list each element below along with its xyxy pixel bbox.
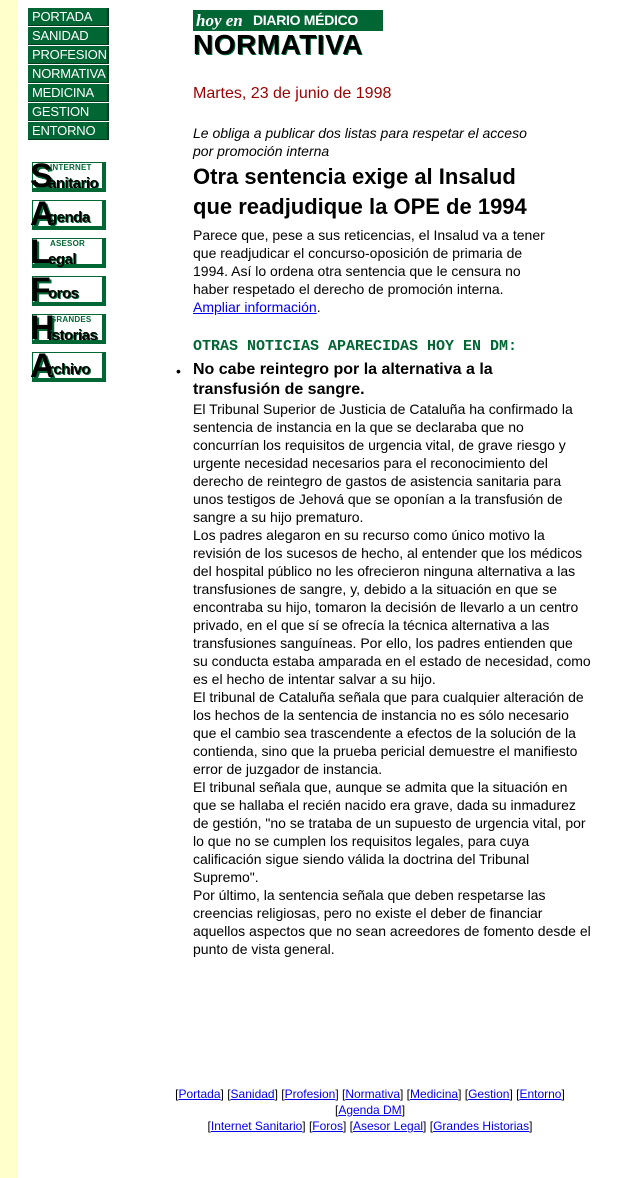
news-paragraph: El Tribunal Superior de Justicia de Cataluña ha confirmado la sentencia de instancia en la que se declaraba que no concurrían los requisitos de urgencia vital, de grave riesgo y urgente necesidad necesarios para el reconocimiento del derecho de reintegro de gastos de asistencia sanitaria para unos testigos de Jehová que se oponían a la transfusión de sangre a su hijo prematuro. (193, 401, 573, 525)
bullet-icon: • (176, 363, 181, 379)
footer-row: [Portada] [Sanidad] [Profesion] [Normativa] [Medicina] [Gestion] [Entorno] (175, 1087, 565, 1101)
service-label: genda (48, 209, 90, 226)
footer-link-medicina[interactable]: Medicina (410, 1087, 459, 1101)
service-label: oros (48, 285, 79, 302)
service-button-agenda[interactable] (28, 195, 110, 233)
service-initial: A (30, 347, 55, 385)
footer-row: [Agenda DM] (334, 1103, 406, 1117)
news-paragraph: El tribunal señala que, aunque se admita que la situación en que se hallaba el recién nacido era grave, dada su inmadurez de gestión, "no se trataba de un supuesto de urgencia vital, por lo que no se cumplen los requisitos legales, para cuya calificación sigue siendo válida la doctrina del Tribunal Supremo". (193, 779, 586, 885)
nav-item-gestion[interactable]: GESTION (28, 103, 109, 121)
other-news-list (176, 360, 593, 958)
nav-item-profesion[interactable]: PROFESION (28, 46, 109, 64)
news-title: No cabe reintegro por la alternativa a la transfusión de sangre. (193, 361, 493, 398)
news-paragraph: El tribunal de Cataluña señala que para cualquier alteración de los hechos de la sentencia de instancia no es sólo necesario que el cambio sea trascendente a efectos de la solución de la contienda, sino que la prueba pericial demuestre el manifiesto error de juzgador de instancia. (193, 689, 584, 777)
news-paragraph: Por último, la sentencia señala que deben respetarse las creencias religiosas, pero no existe el deber de financiar aquellos aspectos que no sean acreedores de fomento desde el punto de vista general. (193, 887, 591, 957)
service-button-asesor-legal[interactable] (28, 233, 110, 271)
footer-link-normativa[interactable]: Normativa (345, 1087, 401, 1101)
footer-link-agenda-dm[interactable]: Agenda DM (338, 1103, 402, 1117)
service-initial: S (30, 157, 53, 195)
left-decorative-strip (0, 0, 18, 1178)
more-info-suffix: . (316, 299, 321, 315)
list-item (176, 360, 593, 958)
footer-link-profesion[interactable]: Profesion (284, 1087, 336, 1101)
service-button-archivo[interactable] (28, 347, 110, 385)
nav-item-medicina[interactable]: MEDICINA (28, 84, 109, 102)
logo-section-title: NORMATIVA (193, 29, 363, 60)
footer-link-gestion[interactable]: Gestion (468, 1087, 510, 1101)
service-label: rchivo (48, 361, 91, 378)
service-label: egal (48, 251, 77, 268)
more-info-link[interactable]: Ampliar información (193, 299, 317, 315)
service-button-grandes-historias[interactable] (28, 309, 110, 347)
section-nav (28, 8, 109, 141)
footer-link-sanidad[interactable]: Sanidad (230, 1087, 275, 1101)
footer-link-internet-sanitario[interactable]: Internet Sanitario (210, 1119, 303, 1133)
footer-link-entorno[interactable]: Entorno (519, 1087, 562, 1101)
footer-row: [Internet Sanitario] [Foros] [Asesor Legal] [Grandes Historias] (207, 1119, 533, 1133)
section-logo (193, 10, 383, 58)
article-subhead: Le obliga a publicar dos listas para respetar el acceso por promoción interna (193, 125, 527, 159)
footer-link-grandes-historias[interactable]: Grandes Historias (433, 1119, 530, 1133)
nav-item-entorno[interactable]: ENTORNO (28, 122, 109, 140)
nav-item-portada[interactable]: PORTADA (28, 8, 109, 26)
service-small-label: ASESOR (50, 239, 85, 248)
main-content (176, 84, 593, 958)
service-small-label: GRANDES (50, 315, 92, 324)
service-label: anitario (48, 175, 99, 192)
other-news-heading: OTRAS NOTICIAS APARECIDAS HOY EN DM: (193, 338, 518, 355)
article-lead-text: Parece que, pese a sus reticencias, el Insalud va a tener que readjudicar el concurso-oposición de primaria de 1994. Así lo ordena otra sentencia que le censura no haber respetado el derecho de promoción interna. (193, 227, 545, 297)
service-button-internet-sanitario[interactable] (28, 157, 110, 195)
service-initial: H (30, 309, 55, 347)
logo-hoy-en: hoy en (196, 11, 243, 30)
services-nav (28, 157, 110, 390)
logo-banner (193, 10, 383, 31)
footer-link-asesor-legal[interactable]: Asesor Legal (353, 1119, 424, 1133)
article-lead (193, 226, 553, 316)
service-initial: F (30, 271, 51, 309)
nav-item-sanidad[interactable]: SANIDAD (28, 27, 109, 45)
footer-link-portada[interactable]: Portada (178, 1087, 221, 1101)
service-initial: A (30, 195, 55, 233)
article-date: Martes, 23 de junio de 1998 (193, 85, 392, 102)
service-button-foros[interactable] (28, 271, 110, 309)
footer-links (150, 1086, 590, 1134)
news-paragraph: Los padres alegaron en su recurso como único motivo la revisión de los sucesos de hecho, al entender que los médicos del hospital público no les ofrecieron ninguna alternativa a las transfusiones de sangre, y, debido a la situación en que se encontraba su hijo, tomaron la decisión de llevarlo a un centro privado, en el que sí se ofrecía la técnica alternativa a las transfusiones sanguíneas. Por ello, los padres entienden que su conducta estaba amparada en el estado de necesidad, como es el hecho de intentar salvar a su hijo. (193, 527, 591, 687)
article-headline: Otra sentencia exige al Insalud que readjudique la OPE de 1994 (193, 164, 527, 219)
service-small-label: INTERNET (50, 163, 92, 172)
service-initial: L (30, 233, 51, 271)
logo-brand: DIARIO MÉDICO (253, 12, 358, 28)
nav-item-normativa[interactable]: NORMATIVA (28, 65, 109, 83)
news-body (193, 400, 593, 958)
service-label: istorias (48, 327, 98, 344)
footer-link-foros[interactable]: Foros (312, 1119, 343, 1133)
